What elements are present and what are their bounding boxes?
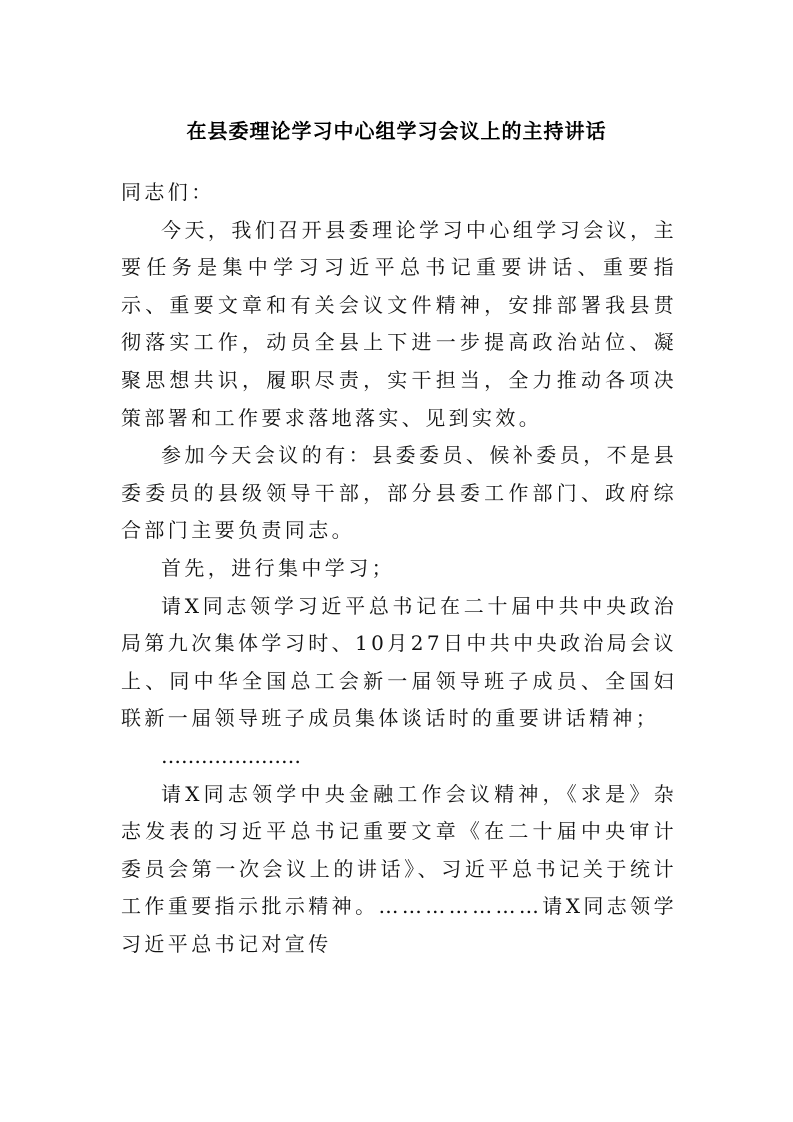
document-title: 在县委理论学习中心组学习会议上的主持讲话 (186, 119, 607, 143)
paragraph-opening: 今天，我们召开县委理论学习中心组学习会议，主要任务是集中学习习近平总书记重要讲话、重要指示、重要文章和有关会议文件精神，安排部署我县贯彻落实工作，动员全县上下进一步提高政治站位、凝聚思想共识，履职尽责，实干担当，全力推动各项决策部署和工作要求落地落实、见到实效。 (121, 217, 677, 430)
paragraph-first-study: 首先，进行集中学习； (161, 555, 395, 580)
salutation: 同志们： (121, 180, 215, 204)
ellipsis-line: ………………… (161, 743, 301, 768)
paragraph-study-item-2: 请X同志领学中央金融工作会议精神，《求是》杂志发表的习近平总书记重要文章《在二十届中央审计委员会第一次会议上的讲话》、习近平总书记关于统计工作重要指示批示精神。…………………请X同志领学习近平总书记对宣传 (121, 781, 677, 956)
document-body (121, 174, 677, 963)
paragraph-attendees: 参加今天会议的有：县委委员、候补委员，不是县委委员的县级领导干部，部分县委工作部门、政府综合部门主要负责同志。 (121, 443, 677, 543)
paragraph-study-item-1: 请X同志领学习近平总书记在二十届中共中央政治局第九次集体学习时、10月27日中共中央政治局会议上、同中华全国总工会新一届领导班子成员、全国妇联新一届领导班子成员集体谈话时的重要讲话精神； (121, 593, 677, 731)
